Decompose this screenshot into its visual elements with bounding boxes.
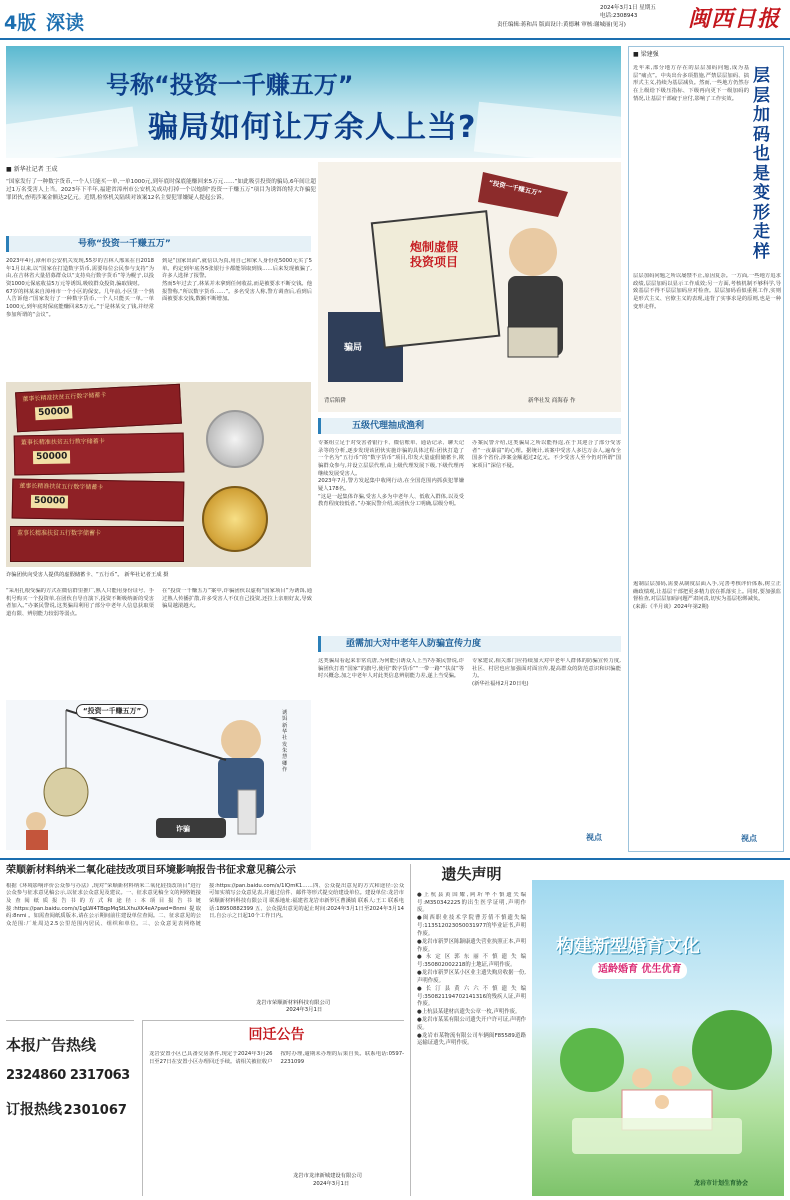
fake-card [10, 526, 184, 562]
list-item: ●上杭县某建材店遗失公章一枚,声明作废。 [417, 1009, 521, 1016]
header-date: 2024年3月1日 星期五 [600, 5, 656, 11]
commentary-para: 层层加码问题之所以屡禁不止,原因复杂。一方面,一些地方追求政绩,层层加码以显示工作成效;另一方面,考核机制不够科学,导致基层不得不层层加码应对检查。层层加码看似重视工作,实则是形式主义、官僚主义的表现,违背了实事求是的原则,也是一种变形走样。 [633, 273, 781, 310]
fishing-cartoon [6, 700, 311, 850]
section3-col1 [6, 588, 154, 696]
ad-wedding-subtitle: 适龄婚育 优生优育 [592, 962, 687, 979]
cartoon2-tag: 诈骗 [176, 825, 190, 833]
section1-para: 到是“国家出面”,就信以为真,用自己和家人身份花5000元买了5单。约定到年底各5张银行卡都能领取到钱……后来发现被骗了,许多人选择了报警。 [162, 258, 312, 280]
notice2-body: 龙岩安置小区已具备交房条件,现定于2024年3月26日至27日在安置小区办理回迁手续。请相关被征收户按时办理,逾期未办理的后果自负。联系电话:0597-2231099 [149, 1051, 404, 1065]
ad-hotline-numbers: 2324860 2317063 [6, 1067, 130, 1083]
viewpoint-badge-left: 视点 [586, 833, 602, 842]
list-item: ●长汀县黄六六不慎遗失编号:350821194702141316的残疾人证,声明作废。 [417, 985, 526, 1008]
coin-silver-icon [206, 410, 264, 468]
card-label: 董事长精准扶贫五行数字储蓄卡 [20, 437, 105, 447]
coin-gold-icon [202, 486, 268, 552]
bottom-divider [0, 858, 790, 860]
main-article [6, 162, 621, 852]
fake-card [12, 479, 185, 522]
fake-cards-photo [6, 382, 311, 567]
list-item: ●龙岩市某物流有限公司车辆闽F85589道路运输证遗失,声明作废。 [417, 1032, 526, 1047]
cartoon2-caption: 诱饵 新华社发 朱慧卿 作 [282, 710, 288, 774]
hero-decoration [6, 106, 138, 158]
viewpoint-badge: 视点 [741, 834, 757, 843]
hero-banner [6, 46, 621, 158]
notice1-signature: 龙岩市荣顺新材料科技有限公司 [256, 1000, 331, 1006]
section2-title: 五级代理抽成渔利 [352, 421, 425, 431]
list-item: ●永定区郭东丽不慎遗失编号:350802002218的土地证,声明作废。 [417, 954, 526, 969]
article-intro: “国家发行了一种数字货币,一个人只能买一单,一单1000元,到年底时保底能赚回来5万元……”如此吸引投资的骗局,6年间让超过1万名受害人上当。2023年下半年,福建省漳州市公安机关成功打掉一个以炮制“投资一千赚五万”项目为诱饵的特大诈骗犯罪团伙,查明涉案金额达2亿元。近期,检察机关陆续对该案12名主要犯罪嫌疑人提起公诉。 [6, 179, 316, 202]
lost-items [417, 892, 526, 1192]
section3-para: 这类骗局看起来非常荒唐,为何能引诱众人上当?办案民警说,诈骗团伙打着“国家”的旗号,使用“数字货币”“一带一路”“扶贫”等时兴概念,加之中老年人对此类信息辨别能力差,遂上当受骗。 [318, 658, 464, 680]
marriage-culture-ad [532, 880, 784, 1196]
commentary-source: (来源:《半月谈》2024年第2期) [633, 604, 709, 611]
section3-para: 专家建议,相关部门应持续加大对中老年人群体的防骗宣传力度,社区、村居也应加强面对面宣传,提高群众的防范意识和识骗能力。 [472, 658, 621, 680]
section3-col2 [162, 588, 312, 696]
list-item: ●闽西职业技术学院曹芳倩不慎遗失编号:113512023050031977的毕业证书,声明作废。 [417, 915, 526, 937]
header-phone: 电话:2308943 [600, 13, 638, 19]
lost-notice [410, 864, 526, 1196]
fake-card [15, 384, 182, 433]
section1-para: 2023年4月,漳州市公安机关发现,55岁的吉林人邢某在自2018年1月以来,以“国家在打造数字货币,需要每位公民参与支持”为由,在吉林省大量招募群众以“支持央行数字货币”等为幌子,以投资1000元保底收益5万元等诱饵,吸收群众投资,骗取钱财。 [6, 258, 154, 288]
investment-cartoon-illustration [318, 162, 621, 412]
hero-title-line1: 号称“投资一千赚五万” [106, 71, 354, 99]
environment-notice [6, 864, 404, 1014]
section2-para: 2023年7月,警方发起集中收网行动,在全国范围内抓获犯罪嫌疑人178名。 [318, 478, 464, 493]
section2-col1 [318, 440, 464, 630]
cartoon1-caption-right: 新华社发 商海春 作 [528, 398, 576, 404]
fake-card [14, 433, 185, 476]
section1-para: 然而5年过去了,林某并未拿到任何收益,而是被要求不断交钱。他报警称,“所以数字货币……”。多名受害人称,警方调查后,看到后面被要求交钱,数额不断增加。 [162, 281, 312, 303]
commentary-byline: ■ 梁建强 [633, 51, 659, 58]
commentary-title: 层层加码也是变形走样 [753, 66, 770, 262]
page-header [0, 0, 790, 40]
card-amount: 50000 [33, 450, 71, 464]
article-byline: ■ 新华社记者 王成 [6, 166, 58, 173]
section1-col1 [6, 258, 154, 376]
notice1-title: 荣顺新材料纳米二氧化硅技改项目环境影响报告书征求意见稿公示 [6, 865, 296, 876]
card-label: 董事长精准扶贫五行数字储蓄卡 [22, 391, 107, 403]
section3-col3 [318, 658, 464, 844]
section1-col2 [162, 258, 312, 376]
list-item: ●龙岩市某某有限公司遗失开户许可证,声明作废。 [417, 1017, 526, 1031]
card-amount: 50000 [31, 495, 69, 509]
hero-decoration [474, 102, 621, 158]
family-picnic-illustration [532, 1000, 784, 1180]
subscribe-title: 订报热线 [6, 1101, 62, 1118]
commentary-para: 遏制层层加码,需要从制度层面入手,完善考核评价体系,树立正确政绩观,让基层干部把更多精力放在抓落实上。同时,要加强监督检查,对层层加码问题严肃问责,切实为基层松绑减负。 [633, 581, 781, 603]
notice2-signature: 龙岩市龙津新城建设有限公司 [293, 1173, 362, 1179]
section2-col2 [472, 440, 621, 630]
cartoon2-sign: “投资一千赚五万” [76, 704, 148, 718]
investment-cartoon [318, 162, 621, 412]
photo1-caption: 诈骗团伙向受害人提供的虚假储蓄卡、“五行币”。 新华社记者王成 摄 [6, 572, 169, 578]
cartoon1-caption-left: 背后陷阱 [324, 398, 347, 404]
section3-para: “采用扎根受骗的方式在微信群里推广,熟人只能用身份证号、手机号购买一个投资单,在团伙自导自演下,投资不断吸纳新的受害者加入。”办案民警说,这类骗局利用了部分中老年人信息获取渠道有限、辨别能力较弱等弱点。 [6, 588, 154, 618]
list-item: ●龙岩市新罗区某小区业主遗失购房收据一份,声明作废。 [417, 970, 526, 984]
newspaper-logo: 闽西日报 [688, 6, 781, 32]
commentary-body [633, 273, 781, 573]
commentary-body [633, 581, 781, 801]
section2-para: 办案民警介绍,这类骗局之所以能得逞,在于其迎合了部分受害者“一夜暴富”的心理。据统计,该案中受害人多达万余人,遍布全国多个省份,涉案金额超过2亿元。不少受害人至今仍对所谓“国家项目”深信不疑。 [472, 440, 621, 470]
list-item: ●上杭县黄国耀,阿圻华不慎遗失编号:M350342225的出生医学证明,声明作废。 [417, 891, 526, 914]
header-editors: 责任编辑:蒋和昌 版面设计:黄德琳 审核:谢城丽(见习) [497, 22, 626, 28]
subscribe-number: 2301067 [63, 1102, 127, 1118]
list-item: ●龙岩市新罗区陈颖康遗失营业执照正本,声明作废。 [417, 938, 526, 953]
section1-title: 号称“投资一千赚五万” [78, 239, 171, 249]
subscribe-row [6, 1100, 134, 1121]
fishing-cartoon-illustration [6, 700, 311, 850]
cartoon1-bottom: 骗局 [344, 343, 363, 353]
section3-col4 [472, 658, 621, 828]
section1-para: 67岁的林某来自漳州市一个小区的保安。几年前,小区里一个熟人告诉他:“国家发行了一种数字货币,一个人只能买一单,一单1000元,到年底时保底能赚回来5万元。”于是林某交了钱,并经常参加所谓的“会议”。 [6, 288, 154, 318]
ad-wedding-org: 龙岩市计划生育协会 [694, 1180, 749, 1187]
section2-para: 专案组立足于对受害者银行卡、微信账单、通话记录、聊天记录等的分析,逐步发现该团伙实施诈骗的具体过程:团伙打造了一个名为“五行币”的“数字货币”项目,印发大量虚假储蓄卡,欺骗群众参与,并设立层层代理,由上级代理发展下级,下级代理再继续发展受害人。 [318, 440, 464, 477]
ad-hotline-title: 本报广告热线 [6, 1036, 97, 1054]
commentary-column [628, 46, 784, 852]
article-source: (新华社福州2月20日电) [472, 681, 529, 688]
card-amount: 50000 [35, 405, 73, 420]
section2-para: “这是一起集体诈骗,受害人多为中老年人、低收入群体,以及受教育程度较低者。”办案民警介绍,该团伙分工明确,层级分明。 [318, 493, 464, 508]
lost-title: 遗失声明 [441, 865, 502, 883]
card-label: 董事长精准扶贫五行数字储蓄卡 [19, 482, 104, 492]
page-label: 4版 [4, 12, 37, 34]
notice2-title: 回迁公告 [248, 1027, 305, 1043]
notice2-date: 2024年3月1日 [313, 1181, 350, 1187]
card-label: 董事长精准扶贫五行数字储蓄卡 [17, 530, 102, 537]
commentary-body [633, 65, 749, 265]
section-label: 深读 [46, 12, 85, 34]
notice1-body: 根据《环境影响评价公众参与办法》,现对“荣顺新材料纳米二氧化硅技改项目”进行公众参与征求意见稿公示,以征求公众意见及建议。一、征求意见稿全文的网络链接及查阅纸质报告书的方式和途径:本项目报告书链接:https://pan.baidu.com/s/1gLW4TBqpMqStLXhuXK4eA?pwd=8nmi 提取码:8nmi 。如需查阅纸质版本,请在公示期间前往建设单位查阅。二、征求意见的公众范围:厂址周边2.5公里范围内居民、组织和单位。三、公众意见表网络链接:https://pan.baidu.com/s/1IQmK1……四、公众提出意见的方式和途径:公众可如实填写公众意见表,并通过信件、邮件等形式提交给建设单位。建设单位:龙岩市荣顺新材料科技有限公司 联系地址:福建省龙岩市新罗区曹溪镇 联系人:王工 联系电话:18950882399 五、公众提出意见的起止时间:2024年3月1日至2024年3月14日,自公示之日起10个工作日内。 [6, 882, 404, 927]
hero-title-line2: 骗局如何让万余人上当? [148, 110, 477, 145]
ad-wedding-title: 构建新型婚育文化 [556, 936, 700, 957]
cartoon1-folder: 炮制虚假投资项目 [410, 240, 459, 269]
ad-hotline-box [6, 1020, 134, 1196]
notice1-date: 2024年3月1日 [286, 1007, 323, 1013]
relocation-notice [142, 1020, 404, 1196]
commentary-para: 近年来,部分地方存在的层层加码问题,成为基层“痛点”。中央出台多项措施,严禁层层加码、搞形式主义,持续为基层减负。然而,一些地方仍然存在上级给下级压指标、下级再向更下一级加码的情况,让基层干部疲于应付,影响了工作实效。 [633, 65, 749, 102]
section3-title: 亟需加大对中老年人防骗宣传力度 [346, 639, 482, 649]
cartoon1-sign: “投资一千赚五万” [487, 178, 543, 198]
section3-para: 在“投资一千赚五万”案中,诈骗团伙以虚构“国家项目”为诱饵,通过熟人传播扩散,许多受害人不仅自己投资,还拉上亲朋好友,导致骗局越滚越大。 [162, 588, 312, 610]
